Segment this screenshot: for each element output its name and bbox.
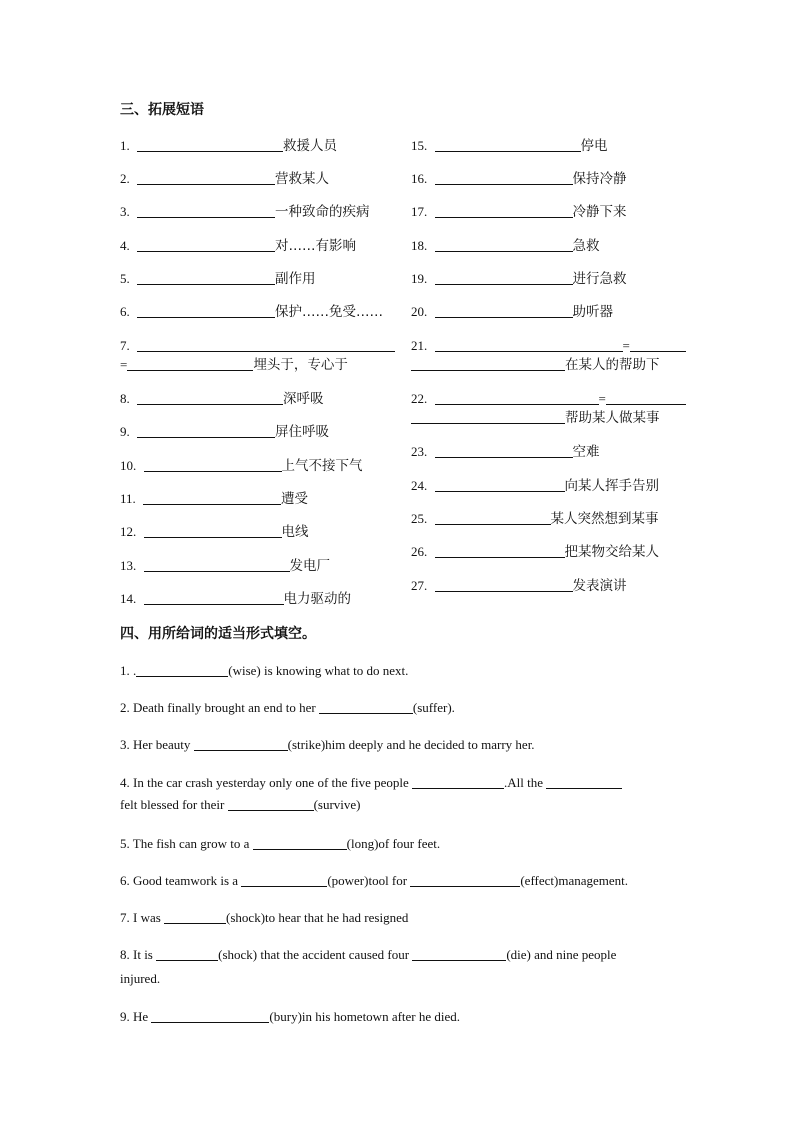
answer-blank[interactable] — [228, 797, 314, 811]
answer-blank[interactable] — [412, 947, 506, 961]
item-meaning: 屏住呼吸 — [275, 424, 329, 440]
item-number: 20. — [411, 304, 428, 319]
equals-sign: = — [622, 338, 630, 353]
answer-blank[interactable] — [435, 338, 623, 352]
phrase-item-21 — [411, 338, 686, 354]
answer-blank[interactable] — [630, 338, 686, 352]
q-text: (strike)him deeply and he decided to marry her. — [287, 737, 535, 752]
phrase-item-10 — [120, 458, 363, 474]
phrase-item-12 — [120, 524, 309, 540]
answer-blank[interactable] — [144, 458, 282, 472]
exercise-7 — [120, 910, 408, 926]
item-number: 21. — [411, 338, 428, 353]
q-text: 5. The fish can grow to a — [120, 836, 250, 851]
phrase-item-4 — [120, 238, 356, 254]
item-meaning: 保护……免受…… — [275, 304, 383, 320]
item-number: 24. — [411, 478, 428, 493]
exercise-9 — [120, 1009, 460, 1025]
item-number: 16. — [411, 171, 428, 186]
item-number: 25. — [411, 511, 428, 526]
item-meaning: 在某人的帮助下 — [565, 357, 660, 373]
phrase-item-13 — [120, 558, 330, 574]
answer-blank[interactable] — [435, 304, 573, 318]
item-number: 10. — [120, 458, 137, 473]
item-number: 15. — [411, 138, 428, 153]
exercise-2 — [120, 700, 455, 716]
item-number: 14. — [120, 591, 137, 606]
equals-sign: = — [120, 357, 128, 372]
item-number: 13. — [120, 558, 137, 573]
answer-blank[interactable] — [435, 171, 573, 185]
answer-blank[interactable] — [435, 544, 565, 558]
phrase-item-2 — [120, 171, 329, 187]
exercise-1 — [120, 663, 408, 679]
q-text: (suffer). — [412, 700, 455, 715]
q-text: 7. I was — [120, 910, 161, 925]
q-text: .All the — [504, 775, 544, 790]
phrase-item-18 — [411, 238, 600, 254]
answer-blank[interactable] — [144, 591, 284, 605]
answer-blank[interactable] — [151, 1009, 269, 1023]
item-number: 9. — [120, 424, 130, 439]
item-meaning: 电力驱动的 — [283, 591, 351, 607]
item-number: 17. — [411, 204, 428, 219]
item-number: 5. — [120, 271, 130, 286]
phrase-item-6 — [120, 304, 383, 320]
item-meaning: 帮助某人做某事 — [565, 410, 660, 426]
phrase-item-9 — [120, 424, 329, 440]
q-text: (die) and nine people — [506, 947, 617, 962]
answer-blank[interactable] — [137, 171, 275, 185]
item-meaning: 营救某人 — [275, 171, 329, 187]
q-text: injured. — [120, 971, 161, 986]
answer-blank[interactable] — [144, 558, 290, 572]
item-meaning: 冷静下来 — [572, 204, 627, 220]
phrase-item-21-continued — [411, 357, 660, 373]
q-text: (survive) — [313, 797, 361, 812]
item-number: 12. — [120, 524, 137, 539]
exercise-8-continued — [120, 971, 160, 987]
item-meaning: 空难 — [572, 444, 600, 460]
phrase-item-27 — [411, 578, 627, 594]
phrase-item-26 — [411, 544, 659, 560]
item-meaning: 发电厂 — [289, 558, 330, 574]
exercise-6 — [120, 873, 628, 889]
phrase-item-5 — [120, 271, 316, 287]
exercise-4-continued — [120, 797, 361, 813]
answer-blank[interactable] — [435, 511, 551, 525]
answer-blank[interactable] — [435, 391, 599, 405]
q-text: felt blessed for their — [120, 797, 225, 812]
q-text: (effect)management. — [520, 873, 629, 888]
answer-blank[interactable] — [241, 873, 327, 887]
exercise-3 — [120, 737, 535, 753]
q-text: (long)of four feet. — [346, 836, 441, 851]
answer-blank[interactable] — [144, 524, 282, 538]
item-meaning: 埋头于，专心于 — [253, 357, 348, 373]
item-number: 1. — [120, 138, 130, 153]
item-number: 7. — [120, 338, 130, 353]
answer-blank[interactable] — [137, 338, 395, 352]
q-text: 4. In the car crash yesterday only one of the five people — [120, 775, 409, 790]
answer-blank[interactable] — [435, 444, 573, 458]
answer-blank[interactable] — [143, 491, 281, 505]
phrase-item-7 — [120, 338, 395, 354]
q-text: 6. Good teamwork is a — [120, 873, 239, 888]
exercise-5 — [120, 836, 440, 852]
item-meaning: 深呼吸 — [283, 391, 324, 407]
item-number: 27. — [411, 578, 428, 593]
q-text: 1. . — [120, 663, 137, 678]
q-text: (power)tool for — [327, 873, 408, 888]
item-meaning: 急救 — [572, 238, 600, 254]
answer-blank[interactable] — [411, 410, 565, 424]
item-meaning: 遭受 — [281, 491, 309, 507]
phrase-item-16 — [411, 171, 627, 187]
phrase-item-11 — [120, 491, 308, 507]
item-meaning: 某人突然想到某事 — [550, 511, 659, 527]
equals-sign: = — [598, 391, 606, 406]
item-meaning: 发表演讲 — [572, 578, 627, 594]
item-meaning: 把某物交给某人 — [564, 544, 659, 560]
answer-blank[interactable] — [137, 238, 275, 252]
phrase-item-22-continued — [411, 410, 660, 426]
answer-blank[interactable] — [412, 775, 504, 789]
answer-blank[interactable] — [606, 391, 686, 405]
q-text: 9. He — [120, 1009, 149, 1024]
q-text: 2. Death finally brought an end to her — [120, 700, 316, 715]
item-number: 11. — [120, 491, 136, 506]
answer-blank[interactable] — [137, 424, 275, 438]
q-text: 3. Her beauty — [120, 737, 191, 752]
answer-blank[interactable] — [546, 775, 622, 789]
answer-blank[interactable] — [435, 478, 565, 492]
section3-title: 三、拓展短语 — [120, 102, 204, 118]
item-number: 23. — [411, 444, 428, 459]
item-meaning: 对……有影响 — [275, 238, 356, 254]
item-meaning: 上气不接下气 — [281, 458, 363, 474]
phrase-item-15 — [411, 138, 608, 154]
exercise-4 — [120, 775, 622, 791]
phrase-item-3 — [120, 204, 370, 220]
phrase-item-20 — [411, 304, 613, 320]
answer-blank[interactable] — [137, 271, 275, 285]
phrase-item-1 — [120, 138, 337, 154]
q-text: (bury)in his hometown after he died. — [269, 1009, 461, 1024]
answer-blank[interactable] — [435, 138, 581, 152]
answer-blank[interactable] — [137, 204, 275, 218]
answer-blank[interactable] — [435, 271, 573, 285]
phrase-item-25 — [411, 511, 659, 527]
phrase-item-14 — [120, 591, 351, 607]
answer-blank[interactable] — [137, 138, 283, 152]
item-number: 18. — [411, 238, 428, 253]
answer-blank[interactable] — [410, 873, 520, 887]
phrase-item-22 — [411, 391, 686, 407]
answer-blank[interactable] — [411, 357, 565, 371]
answer-blank[interactable] — [319, 700, 413, 714]
phrase-item-23 — [411, 444, 600, 460]
q-text: 8. It is — [120, 947, 153, 962]
phrase-item-19 — [411, 271, 627, 287]
item-number: 3. — [120, 204, 130, 219]
item-meaning: 电线 — [281, 524, 309, 540]
item-meaning: 副作用 — [275, 271, 316, 287]
item-meaning: 救援人员 — [283, 138, 337, 154]
item-number: 26. — [411, 544, 428, 559]
section4-title: 四、用所给词的适当形式填空。 — [120, 626, 316, 642]
answer-blank[interactable] — [156, 947, 218, 961]
item-meaning: 向某人挥手告别 — [564, 478, 659, 494]
answer-blank[interactable] — [435, 204, 573, 218]
item-meaning: 停电 — [580, 138, 608, 154]
answer-blank[interactable] — [164, 910, 226, 924]
q-text: (shock) that the accident caused four — [218, 947, 410, 962]
answer-blank[interactable] — [137, 391, 283, 405]
answer-blank[interactable] — [194, 737, 288, 751]
exercise-8 — [120, 947, 616, 963]
q-text: (shock)to hear that he had resigned — [226, 910, 409, 925]
item-number: 2. — [120, 171, 130, 186]
item-meaning: 助听器 — [572, 304, 613, 320]
phrase-item-17 — [411, 204, 627, 220]
phrase-item-24 — [411, 478, 659, 494]
phrase-item-7-continued — [120, 357, 348, 373]
q-text: (wise) is knowing what to do next. — [228, 663, 409, 678]
item-meaning: 一种致命的疾病 — [275, 204, 370, 220]
item-number: 22. — [411, 391, 428, 406]
item-number: 4. — [120, 238, 130, 253]
answer-blank[interactable] — [127, 357, 253, 371]
answer-blank[interactable] — [137, 304, 275, 318]
item-number: 19. — [411, 271, 428, 286]
item-number: 8. — [120, 391, 130, 406]
answer-blank[interactable] — [253, 836, 347, 850]
item-number: 6. — [120, 304, 130, 319]
item-meaning: 保持冷静 — [572, 171, 627, 187]
answer-blank[interactable] — [136, 663, 228, 677]
phrase-item-8 — [120, 391, 324, 407]
item-meaning: 进行急救 — [572, 271, 627, 287]
answer-blank[interactable] — [435, 238, 573, 252]
answer-blank[interactable] — [435, 578, 573, 592]
